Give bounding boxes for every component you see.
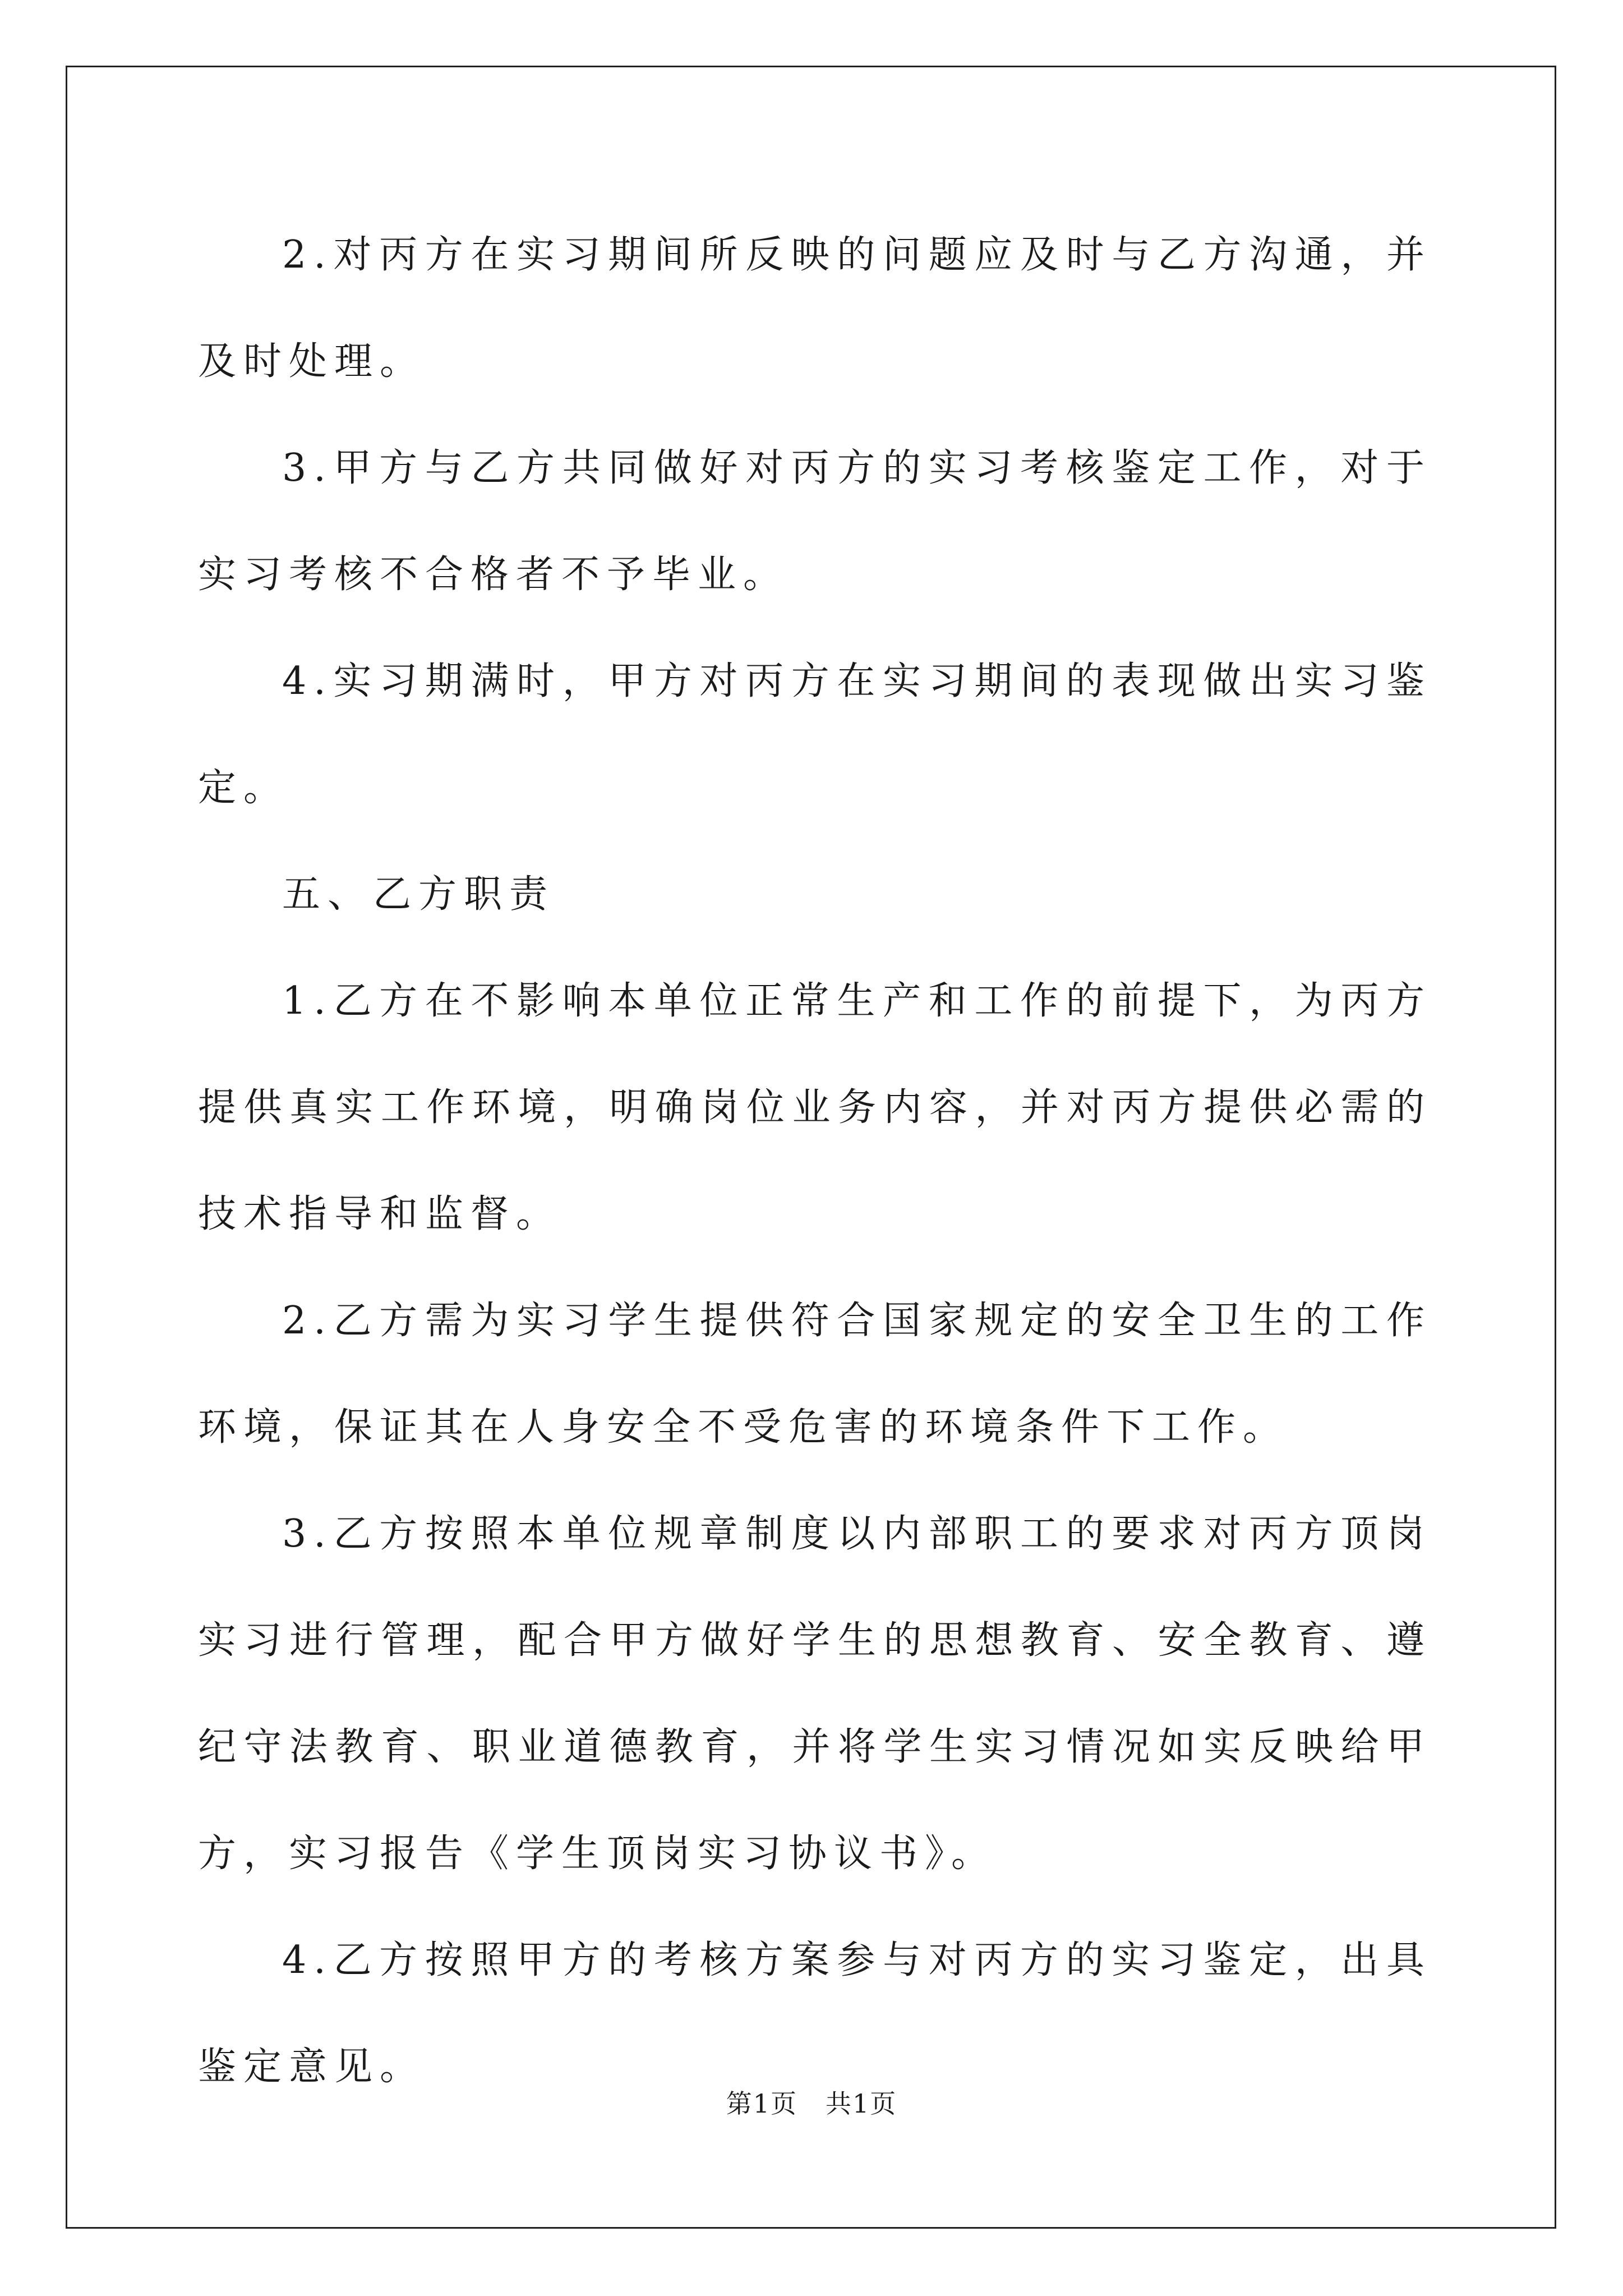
section-heading: 五、乙方职责: [282, 872, 555, 917]
document-body: [198, 202, 1432, 2120]
paragraph: 4.乙方按照甲方的考核方案参与对丙方的实习鉴定，出具鉴定意见。: [198, 1938, 1432, 2089]
paragraph: 2.对丙方在实习期间所反映的问题应及时与乙方沟通，并及时处理。: [198, 233, 1432, 384]
page-footer: [0, 2087, 1623, 2120]
paragraph: 4.实习期满时，甲方对丙方在实习期间的表现做出实习鉴定。: [198, 659, 1432, 810]
paragraph: 1.乙方在不影响本单位正常生产和工作的前提下，为丙方提供真实工作环境，明确岗位业务内容，并对丙方提供必需的技术指导和监督。: [198, 979, 1432, 1236]
page-number-total: 共1页: [826, 2088, 897, 2119]
paragraph: 3.甲方与乙方共同做好对丙方的实习考核鉴定工作，对于实习考核不合格者不予毕业。: [198, 446, 1432, 597]
paragraph: 2.乙方需为实习学生提供符合国家规定的安全卫生的工作环境，保证其在人身安全不受危害的环境条件下工作。: [198, 1299, 1432, 1450]
paragraph: 3.乙方按照本单位规章制度以内部职工的要求对丙方顶岗实习进行管理，配合甲方做好学生的思想教育、安全教育、遵纪守法教育、职业道德教育，并将学生实习情况如实反映给甲方，实习报告《学生顶岗实习协议书》。: [198, 1512, 1432, 1876]
page-number-current: 第1页: [726, 2088, 797, 2119]
